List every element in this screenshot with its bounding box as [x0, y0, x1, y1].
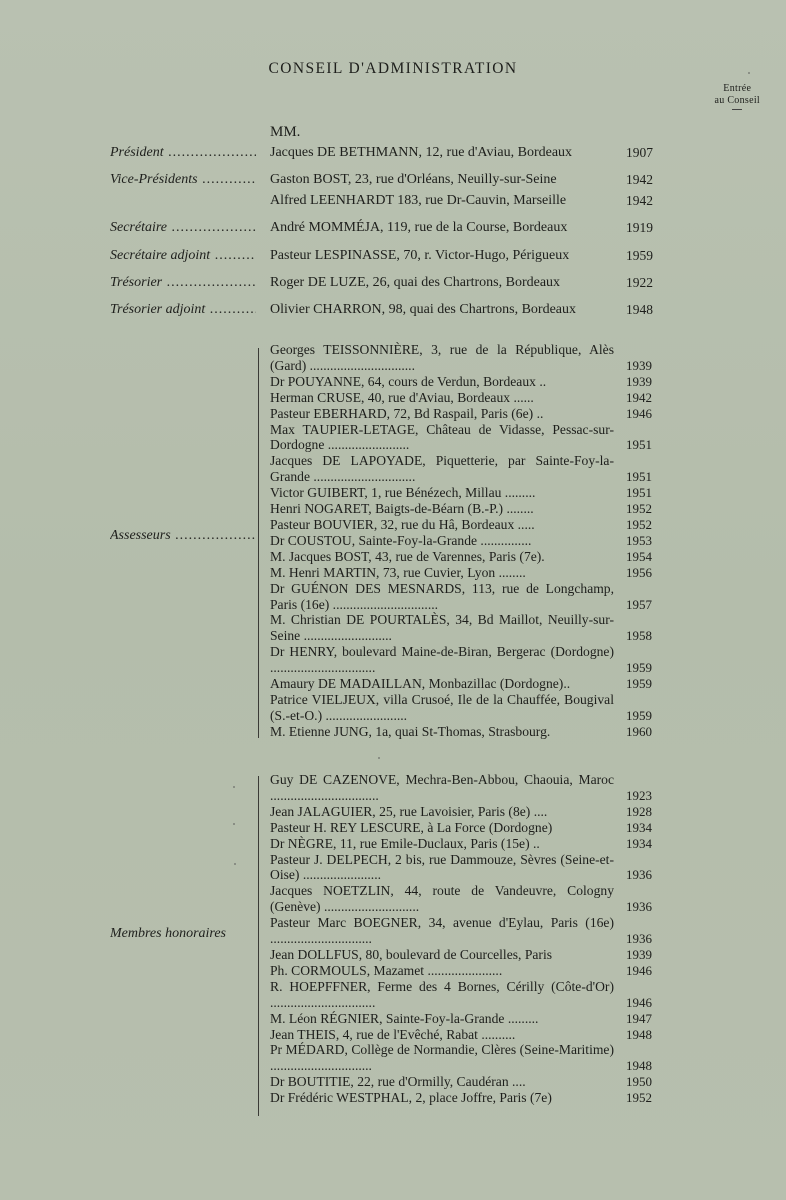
entry-year: 1952	[626, 516, 652, 532]
entry-text: Dr GUÉNON DES MESNARDS, 113, rue de Longchamp, Paris (16e) ...............................	[270, 580, 614, 612]
entry-text: Dr COUSTOU, Sainte-Foy-la-Grande ...............	[270, 532, 532, 548]
assesseurs-list	[270, 342, 650, 740]
entry-year: 1952	[626, 501, 652, 517]
entry-year: 1954	[626, 548, 652, 564]
officer-row	[0, 220, 786, 246]
page-title: CONSEIL D'ADMINISTRATION	[268, 60, 518, 77]
entry-year: 1934	[626, 835, 652, 851]
entry-year: 1957	[626, 596, 652, 612]
entry-text: Jacques DE LAPOYADE, Piquetterie, par Sainte-Foy-la-Grande ..............................	[270, 453, 614, 485]
list-item	[270, 644, 650, 676]
list-item	[270, 804, 650, 820]
list-item	[270, 612, 650, 644]
officer-row	[0, 302, 786, 328]
officer-name: André MOMMÉJA, 119, rue de la Course, Bordeaux	[270, 220, 568, 235]
officer-year: 1922	[626, 275, 653, 290]
entry-text: Herman CRUSE, 40, rue d'Aviau, Bordeaux ......	[270, 389, 534, 405]
entry-year: 1936	[626, 899, 652, 915]
entry-year: 1928	[626, 803, 652, 819]
list-item	[270, 852, 650, 884]
officer-name: Roger DE LUZE, 26, quai des Chartrons, Bordeaux	[270, 275, 561, 290]
officer-year: 1907	[626, 145, 653, 160]
list-item	[270, 533, 650, 549]
entry-text: Patrice VIELJEUX, villa Crusoé, Ile de la Chauffée, Bougival (S.-et-O.) ........................	[270, 691, 614, 723]
list-item	[270, 1042, 650, 1074]
list-item	[270, 915, 650, 947]
officer-row	[0, 145, 786, 171]
list-item	[270, 517, 650, 533]
officer-role: Vice-Présidents .....	[110, 172, 256, 188]
entry-text: M. Etienne JUNG, 1a, quai St-Thomas, Strasbourg.	[270, 723, 551, 739]
officer-role: Secrétaire .....	[110, 220, 256, 236]
entry-text: Dr HENRY, boulevard Maine-de-Biran, Bergerac (Dordogne) ...............................	[270, 644, 614, 676]
entry-text: Dr POUYANNE, 64, cours de Verdun, Bordeaux ..	[270, 373, 547, 389]
list-item	[270, 1090, 650, 1106]
entry-text: M. Christian DE POURTALÈS, 34, Bd Maillot, Neuilly-sur-Seine ..........................	[270, 612, 614, 644]
list-item	[270, 836, 650, 852]
officer-name: Gaston BOST, 23, rue d'Orléans, Neuilly-sur-Seine	[270, 172, 557, 187]
officer-name: Olivier CHARRON, 98, quai des Chartrons, Bordeaux	[270, 302, 577, 317]
list-item	[270, 724, 650, 740]
list-item	[270, 1074, 650, 1090]
entry-year: 1959	[626, 660, 652, 676]
officer-row	[0, 275, 786, 301]
list-item	[270, 676, 650, 692]
entry-text: Pr MÉDARD, Collège de Normandie, Clères (Seine-Maritime) ..............................	[270, 1042, 614, 1074]
assesseurs-bracket	[258, 348, 265, 738]
entry-text: Amaury DE MADAILLAN, Monbazillac (Dordogne)..	[270, 676, 571, 692]
entry-text: Ph. CORMOULS, Mazamet ......................	[270, 962, 503, 978]
officer-year: 1942	[626, 172, 653, 187]
list-item	[270, 883, 650, 915]
assesseurs-label: Assesseurs .....	[110, 528, 256, 544]
list-item	[270, 406, 650, 422]
entry-year: 1956	[626, 564, 652, 580]
list-item	[270, 390, 650, 406]
entry-text: Pasteur BOUVIER, 32, rue du Hâ, Bordeaux .....	[270, 516, 535, 532]
entry-text: Pasteur Marc BOEGNER, 34, avenue d'Eylau, Paris (16e) ..............................	[270, 915, 614, 947]
entry-year: 1939	[626, 946, 652, 962]
entry-text: Henri NOGARET, Baigts-de-Béarn (B.-P.) ........	[270, 501, 534, 517]
officer-year: 1919	[626, 220, 653, 235]
salutation: MM.	[270, 124, 301, 140]
officer-role: Président .....	[110, 145, 256, 161]
officer-row	[0, 248, 786, 274]
honoraires-list	[270, 772, 650, 1106]
list-item	[270, 549, 650, 565]
list-item	[270, 342, 650, 374]
list-item	[270, 963, 650, 979]
officer-year: 1948	[626, 302, 653, 317]
entry-text: M. Jacques BOST, 43, rue de Varennes, Paris (7e).	[270, 548, 545, 564]
entry-year: 1951	[626, 469, 652, 485]
entry-year: 1936	[626, 867, 652, 883]
entry-year: 1923	[626, 787, 652, 803]
list-item	[270, 422, 650, 454]
entry-text: Max TAUPIER-LETAGE, Château de Vidasse, Pessac-sur-Dordogne ........................	[270, 421, 614, 453]
officer-role: Trésorier .....	[110, 275, 256, 291]
entry-text: Jean DOLLFUS, 80, boulevard de Courcelles, Paris	[270, 946, 553, 962]
entry-text: Victor GUIBERT, 1, rue Bénézech, Millau .........	[270, 485, 536, 501]
officer-row	[0, 193, 786, 219]
entry-year: 1934	[626, 819, 652, 835]
entry-year: 1946	[626, 962, 652, 978]
list-item	[270, 501, 650, 517]
entry-text: Pasteur J. DELPECH, 2 bis, rue Dammouze, Sèvres (Seine-et-Oise) .......................	[270, 851, 614, 883]
honoraires-bracket	[258, 776, 265, 1116]
entry-year: 1953	[626, 532, 652, 548]
list-item	[270, 947, 650, 963]
entry-year: 1939	[626, 373, 652, 389]
entry-text: Pasteur EBERHARD, 72, Bd Raspail, Paris (6e) ..	[270, 405, 544, 421]
entry-year: 1950	[626, 1074, 652, 1090]
entry-text: Jean THEIS, 4, rue de l'Evêché, Rabat ..........	[270, 1026, 516, 1042]
entry-year: 1959	[626, 707, 652, 723]
entry-text: Guy DE CAZENOVE, Mechra-Ben-Abbou, Chaouia, Maroc ................................	[270, 772, 614, 803]
officer-role: Secrétaire adjoint .....	[110, 248, 256, 264]
list-item	[270, 772, 650, 804]
entry-year: 1948	[626, 1058, 652, 1074]
entry-year: 1936	[626, 931, 652, 947]
entry-year: 1939	[626, 357, 652, 373]
entry-year: 1948	[626, 1026, 652, 1042]
entree-header-line-1: Entrée	[723, 83, 752, 94]
entry-text: Georges TEISSONNIÈRE, 3, rue de la République, Alès (Gard) ...............................	[270, 342, 614, 373]
list-item	[270, 581, 650, 613]
officer-name: Jacques DE BETHMANN, 12, rue d'Aviau, Bordeaux	[270, 145, 573, 160]
list-item	[270, 692, 650, 724]
officer-name: Pasteur LESPINASSE, 70, r. Victor-Hugo, Périgueux	[270, 248, 570, 263]
officer-name: Alfred LEENHARDT 183, rue Dr-Cauvin, Marseille	[270, 193, 567, 208]
entry-text: Dr NÈGRE, 11, rue Emile-Duclaux, Paris (15e) ..	[270, 835, 540, 851]
list-item	[270, 565, 650, 581]
list-item	[270, 820, 650, 836]
entry-text: Dr Frédéric WESTPHAL, 2, place Joffre, Paris (7e)	[270, 1090, 552, 1106]
entry-year: 1951	[626, 485, 652, 501]
entree-header-line-2: au Conseil	[714, 95, 760, 106]
list-item	[270, 979, 650, 1011]
entry-text: M. Henri MARTIN, 73, rue Cuvier, Lyon ........	[270, 564, 526, 580]
entry-text: Dr BOUTITIE, 22, rue d'Ormilly, Caudéran ....	[270, 1074, 526, 1090]
entry-year: 1958	[626, 628, 652, 644]
entry-year: 1946	[626, 994, 652, 1010]
entry-year: 1947	[626, 1010, 652, 1026]
entry-text: Jacques NOETZLIN, 44, route de Vandeuvre, Cologny (Genève) ............................	[270, 883, 614, 915]
entry-text: Jean JALAGUIER, 25, rue Lavoisier, Paris (8e) ....	[270, 803, 548, 819]
entry-year: 1952	[626, 1090, 652, 1106]
entry-year: 1942	[626, 389, 652, 405]
entry-year: 1959	[626, 676, 652, 692]
entry-year: 1960	[626, 723, 652, 739]
entry-text: M. Léon RÉGNIER, Sainte-Foy-la-Grande .........	[270, 1010, 539, 1026]
entry-year: 1951	[626, 437, 652, 453]
entry-year: 1946	[626, 405, 652, 421]
entry-text: R. HOEPFFNER, Ferme des 4 Bornes, Cérilly (Côte-d'Or) ...............................	[270, 978, 614, 1010]
entree-header-rule	[732, 109, 742, 110]
officer-year: 1942	[626, 193, 653, 208]
officer-role: Trésorier adjoint .....	[110, 302, 256, 318]
list-item	[270, 1011, 650, 1027]
honoraires-label: Membres honoraires	[110, 926, 227, 941]
list-item	[270, 453, 650, 485]
entree-header	[715, 83, 761, 110]
list-item	[270, 485, 650, 501]
list-item	[270, 374, 650, 390]
officer-year: 1959	[626, 248, 653, 263]
entry-text: Pasteur H. REY LESCURE, à La Force (Dordogne)	[270, 819, 553, 835]
list-item	[270, 1027, 650, 1043]
